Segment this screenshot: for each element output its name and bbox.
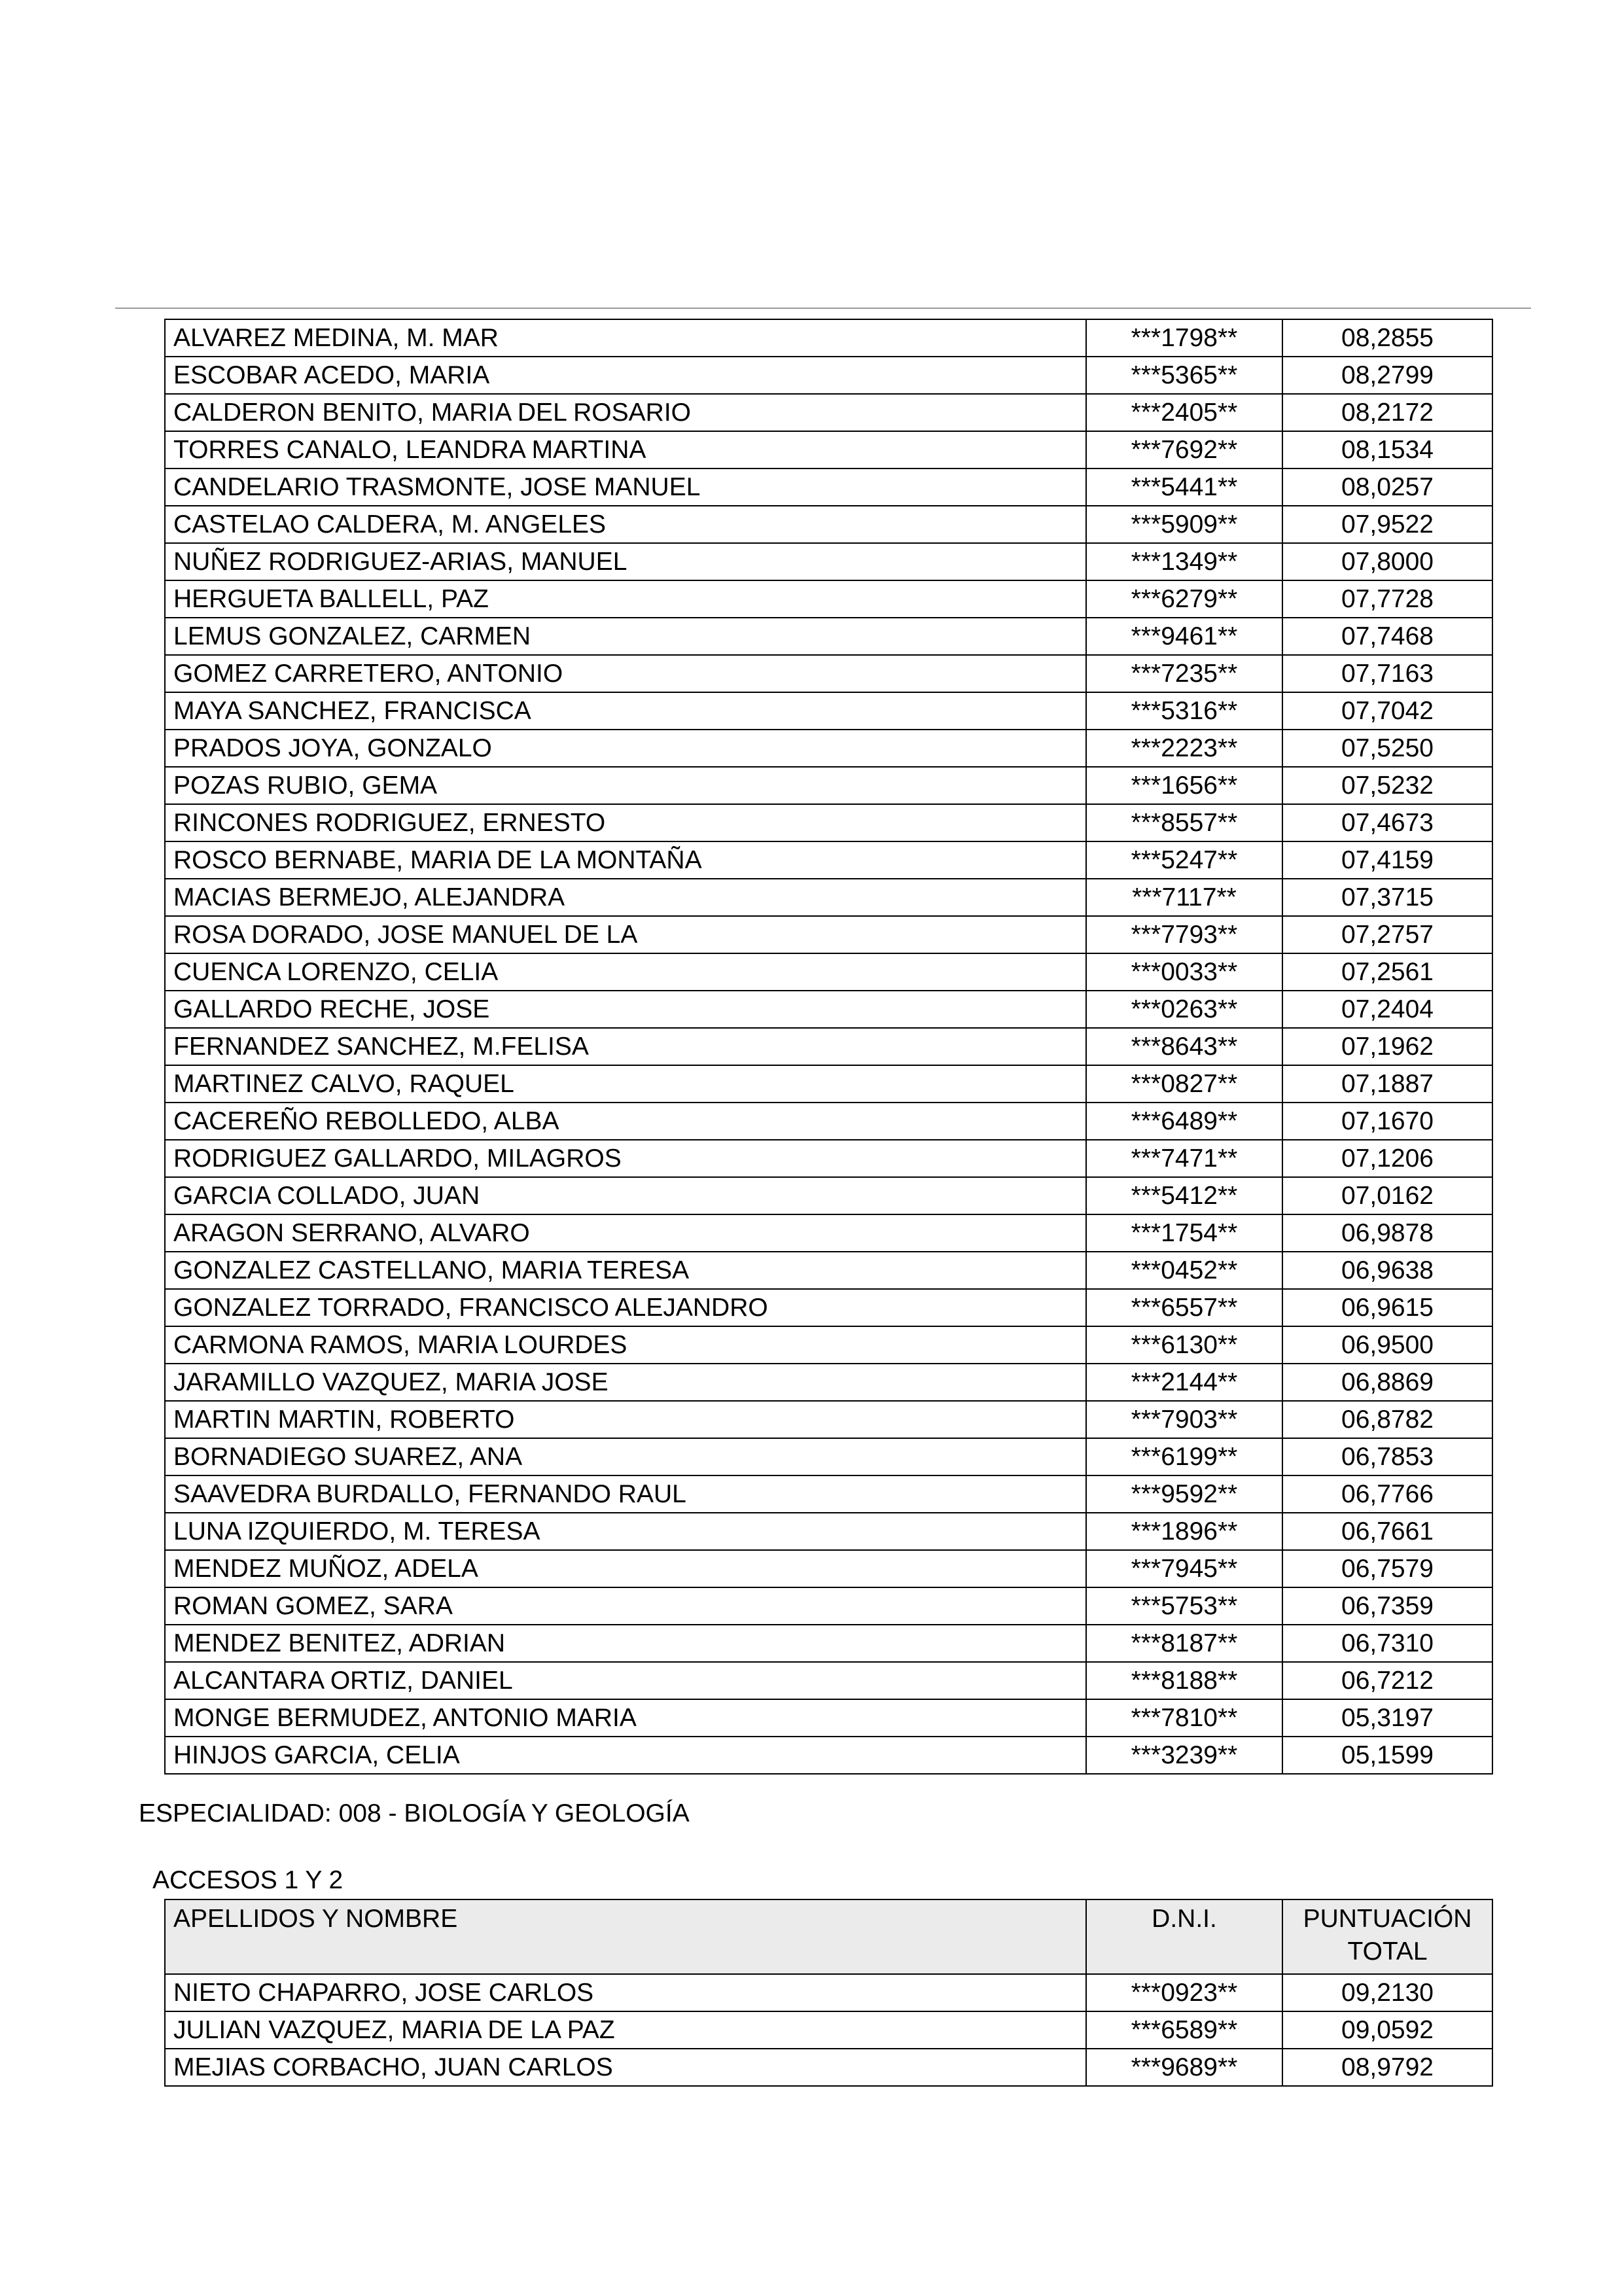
table-row bbox=[165, 804, 1492, 841]
cell-dni: ***5753** bbox=[1086, 1587, 1282, 1625]
cell-score: 07,4673 bbox=[1282, 804, 1492, 841]
cell-dni: ***0827** bbox=[1086, 1065, 1282, 1103]
table-row bbox=[165, 1625, 1492, 1662]
table-row bbox=[165, 1364, 1492, 1401]
cell-name: NIETO CHAPARRO, JOSE CARLOS bbox=[165, 1974, 1086, 2011]
cell-dni: ***5365** bbox=[1086, 357, 1282, 394]
cell-name: ROSA DORADO, JOSE MANUEL DE LA bbox=[165, 916, 1086, 953]
header-dni: D.N.I. bbox=[1086, 1899, 1282, 1974]
cell-score: 08,2172 bbox=[1282, 394, 1492, 431]
table-row bbox=[165, 953, 1492, 991]
header-score: PUNTUACIÓN TOTAL bbox=[1282, 1899, 1492, 1974]
cell-dni: ***2223** bbox=[1086, 730, 1282, 767]
cell-score: 06,7579 bbox=[1282, 1550, 1492, 1587]
table-row bbox=[165, 543, 1492, 580]
cell-score: 08,2799 bbox=[1282, 357, 1492, 394]
cell-score: 06,7310 bbox=[1282, 1625, 1492, 1662]
cell-dni: ***7692** bbox=[1086, 431, 1282, 468]
table-row bbox=[165, 1438, 1492, 1475]
cell-name: GONZALEZ CASTELLANO, MARIA TERESA bbox=[165, 1252, 1086, 1289]
cell-dni: ***2144** bbox=[1086, 1364, 1282, 1401]
table-row bbox=[165, 2011, 1492, 2049]
table-row bbox=[165, 1028, 1492, 1065]
table-row bbox=[165, 1587, 1492, 1625]
subsection-title: ACCESOS 1 Y 2 bbox=[152, 1866, 344, 1894]
table-row bbox=[165, 319, 1492, 357]
cell-name: GALLARDO RECHE, JOSE bbox=[165, 991, 1086, 1028]
table-row bbox=[165, 1065, 1492, 1103]
cell-name: POZAS RUBIO, GEMA bbox=[165, 767, 1086, 804]
header-divider bbox=[115, 308, 1531, 309]
table-row bbox=[165, 1177, 1492, 1214]
cell-score: 08,0257 bbox=[1282, 468, 1492, 506]
cell-dni: ***1349** bbox=[1086, 543, 1282, 580]
cell-name: CARMONA RAMOS, MARIA LOURDES bbox=[165, 1326, 1086, 1364]
cell-dni: ***6279** bbox=[1086, 580, 1282, 618]
cell-dni: ***7793** bbox=[1086, 916, 1282, 953]
table-row bbox=[165, 1513, 1492, 1550]
cell-name: LEMUS GONZALEZ, CARMEN bbox=[165, 618, 1086, 655]
cell-name: MONGE BERMUDEZ, ANTONIO MARIA bbox=[165, 1699, 1086, 1737]
cell-score: 07,7042 bbox=[1282, 692, 1492, 730]
cell-score: 08,2855 bbox=[1282, 319, 1492, 357]
results-table-body bbox=[165, 319, 1492, 1774]
cell-dni: ***0033** bbox=[1086, 953, 1282, 991]
cell-score: 07,1206 bbox=[1282, 1140, 1492, 1177]
cell-name: NUÑEZ RODRIGUEZ-ARIAS, MANUEL bbox=[165, 543, 1086, 580]
table-row bbox=[165, 394, 1492, 431]
cell-name: CUENCA LORENZO, CELIA bbox=[165, 953, 1086, 991]
cell-name: HINJOS GARCIA, CELIA bbox=[165, 1737, 1086, 1774]
cell-score: 07,7728 bbox=[1282, 580, 1492, 618]
cell-dni: ***9592** bbox=[1086, 1475, 1282, 1513]
cell-name: MARTINEZ CALVO, RAQUEL bbox=[165, 1065, 1086, 1103]
cell-score: 05,1599 bbox=[1282, 1737, 1492, 1774]
cell-name: LUNA IZQUIERDO, M. TERESA bbox=[165, 1513, 1086, 1550]
cell-dni: ***5316** bbox=[1086, 692, 1282, 730]
cell-score: 06,7359 bbox=[1282, 1587, 1492, 1625]
table-row bbox=[165, 2049, 1492, 2086]
table-row bbox=[165, 767, 1492, 804]
table-row bbox=[165, 580, 1492, 618]
table-row bbox=[165, 692, 1492, 730]
cell-score: 06,9615 bbox=[1282, 1289, 1492, 1326]
cell-dni: ***6589** bbox=[1086, 2011, 1282, 2049]
table-row bbox=[165, 1326, 1492, 1364]
cell-dni: ***8557** bbox=[1086, 804, 1282, 841]
cell-name: GOMEZ CARRETERO, ANTONIO bbox=[165, 655, 1086, 692]
cell-name: GONZALEZ TORRADO, FRANCISCO ALEJANDRO bbox=[165, 1289, 1086, 1326]
cell-dni: ***1754** bbox=[1086, 1214, 1282, 1252]
cell-score: 07,7468 bbox=[1282, 618, 1492, 655]
results-table-biologia bbox=[164, 1899, 1493, 2087]
cell-dni: ***3239** bbox=[1086, 1737, 1282, 1774]
header-row bbox=[165, 1899, 1492, 1974]
cell-name: MENDEZ BENITEZ, ADRIAN bbox=[165, 1625, 1086, 1662]
cell-score: 06,7766 bbox=[1282, 1475, 1492, 1513]
cell-dni: ***6489** bbox=[1086, 1103, 1282, 1140]
cell-dni: ***7810** bbox=[1086, 1699, 1282, 1737]
cell-dni: ***5909** bbox=[1086, 506, 1282, 543]
cell-name: CANDELARIO TRASMONTE, JOSE MANUEL bbox=[165, 468, 1086, 506]
table-row bbox=[165, 1699, 1492, 1737]
table-row bbox=[165, 1737, 1492, 1774]
cell-dni: ***7945** bbox=[1086, 1550, 1282, 1587]
cell-name: CACEREÑO REBOLLEDO, ALBA bbox=[165, 1103, 1086, 1140]
cell-dni: ***9689** bbox=[1086, 2049, 1282, 2086]
table-row bbox=[165, 1140, 1492, 1177]
cell-score: 06,8782 bbox=[1282, 1401, 1492, 1438]
cell-dni: ***7903** bbox=[1086, 1401, 1282, 1438]
cell-score: 07,1887 bbox=[1282, 1065, 1492, 1103]
cell-score: 07,4159 bbox=[1282, 841, 1492, 879]
cell-score: 05,3197 bbox=[1282, 1699, 1492, 1737]
table-row bbox=[165, 468, 1492, 506]
cell-score: 09,0592 bbox=[1282, 2011, 1492, 2049]
cell-name: MENDEZ MUÑOZ, ADELA bbox=[165, 1550, 1086, 1587]
cell-name: ROSCO BERNABE, MARIA DE LA MONTAÑA bbox=[165, 841, 1086, 879]
table-row bbox=[165, 618, 1492, 655]
table-row bbox=[165, 1214, 1492, 1252]
cell-name: MEJIAS CORBACHO, JUAN CARLOS bbox=[165, 2049, 1086, 2086]
table-row bbox=[165, 1252, 1492, 1289]
table-row bbox=[165, 1103, 1492, 1140]
table-row bbox=[165, 1974, 1492, 2011]
cell-dni: ***7117** bbox=[1086, 879, 1282, 916]
cell-score: 07,5250 bbox=[1282, 730, 1492, 767]
cell-dni: ***1798** bbox=[1086, 319, 1282, 357]
section-title: ESPECIALIDAD: 008 - BIOLOGÍA Y GEOLOGÍA bbox=[139, 1799, 690, 1828]
table-row bbox=[165, 991, 1492, 1028]
cell-name: MAYA SANCHEZ, FRANCISCA bbox=[165, 692, 1086, 730]
cell-score: 07,5232 bbox=[1282, 767, 1492, 804]
cell-dni: ***2405** bbox=[1086, 394, 1282, 431]
cell-name: CASTELAO CALDERA, M. ANGELES bbox=[165, 506, 1086, 543]
cell-dni: ***1896** bbox=[1086, 1513, 1282, 1550]
cell-name: ESCOBAR ACEDO, MARIA bbox=[165, 357, 1086, 394]
cell-dni: ***8188** bbox=[1086, 1662, 1282, 1699]
results-table-body bbox=[165, 1974, 1492, 2086]
cell-score: 06,7212 bbox=[1282, 1662, 1492, 1699]
cell-name: RODRIGUEZ GALLARDO, MILAGROS bbox=[165, 1140, 1086, 1177]
cell-name: FERNANDEZ SANCHEZ, M.FELISA bbox=[165, 1028, 1086, 1065]
results-table bbox=[164, 319, 1493, 1775]
cell-score: 07,1670 bbox=[1282, 1103, 1492, 1140]
cell-dni: ***6130** bbox=[1086, 1326, 1282, 1364]
cell-dni: ***7235** bbox=[1086, 655, 1282, 692]
table-header bbox=[165, 1899, 1492, 1974]
cell-dni: ***5441** bbox=[1086, 468, 1282, 506]
table-row bbox=[165, 879, 1492, 916]
cell-name: PRADOS JOYA, GONZALO bbox=[165, 730, 1086, 767]
cell-name: JULIAN VAZQUEZ, MARIA DE LA PAZ bbox=[165, 2011, 1086, 2049]
cell-score: 07,3715 bbox=[1282, 879, 1492, 916]
cell-dni: ***7471** bbox=[1086, 1140, 1282, 1177]
cell-name: CALDERON BENITO, MARIA DEL ROSARIO bbox=[165, 394, 1086, 431]
table-row bbox=[165, 916, 1492, 953]
cell-score: 07,2757 bbox=[1282, 916, 1492, 953]
cell-name: RINCONES RODRIGUEZ, ERNESTO bbox=[165, 804, 1086, 841]
cell-dni: ***9461** bbox=[1086, 618, 1282, 655]
cell-score: 08,1534 bbox=[1282, 431, 1492, 468]
table-row bbox=[165, 506, 1492, 543]
cell-score: 07,9522 bbox=[1282, 506, 1492, 543]
cell-name: JARAMILLO VAZQUEZ, MARIA JOSE bbox=[165, 1364, 1086, 1401]
cell-dni: ***0263** bbox=[1086, 991, 1282, 1028]
table-row bbox=[165, 357, 1492, 394]
table-row bbox=[165, 1289, 1492, 1326]
table-row bbox=[165, 1475, 1492, 1513]
table-row bbox=[165, 1662, 1492, 1699]
cell-name: ALCANTARA ORTIZ, DANIEL bbox=[165, 1662, 1086, 1699]
cell-dni: ***6199** bbox=[1086, 1438, 1282, 1475]
cell-name: SAAVEDRA BURDALLO, FERNANDO RAUL bbox=[165, 1475, 1086, 1513]
cell-score: 07,0162 bbox=[1282, 1177, 1492, 1214]
cell-dni: ***0452** bbox=[1086, 1252, 1282, 1289]
table-row bbox=[165, 841, 1492, 879]
cell-score: 06,9878 bbox=[1282, 1214, 1492, 1252]
table-row bbox=[165, 1401, 1492, 1438]
cell-dni: ***8187** bbox=[1086, 1625, 1282, 1662]
cell-name: TORRES CANALO, LEANDRA MARTINA bbox=[165, 431, 1086, 468]
cell-dni: ***0923** bbox=[1086, 1974, 1282, 2011]
table-row bbox=[165, 1550, 1492, 1587]
cell-score: 08,9792 bbox=[1282, 2049, 1492, 2086]
cell-score: 06,9638 bbox=[1282, 1252, 1492, 1289]
cell-score: 07,8000 bbox=[1282, 543, 1492, 580]
cell-name: HERGUETA BALLELL, PAZ bbox=[165, 580, 1086, 618]
cell-score: 09,2130 bbox=[1282, 1974, 1492, 2011]
header-name: APELLIDOS Y NOMBRE bbox=[165, 1899, 1086, 1974]
cell-score: 07,2404 bbox=[1282, 991, 1492, 1028]
cell-name: GARCIA COLLADO, JUAN bbox=[165, 1177, 1086, 1214]
cell-score: 06,7853 bbox=[1282, 1438, 1492, 1475]
cell-score: 06,9500 bbox=[1282, 1326, 1492, 1364]
cell-dni: ***5247** bbox=[1086, 841, 1282, 879]
cell-dni: ***8643** bbox=[1086, 1028, 1282, 1065]
cell-name: ALVAREZ MEDINA, M. MAR bbox=[165, 319, 1086, 357]
cell-dni: ***1656** bbox=[1086, 767, 1282, 804]
cell-dni: ***5412** bbox=[1086, 1177, 1282, 1214]
cell-score: 07,7163 bbox=[1282, 655, 1492, 692]
cell-score: 06,7661 bbox=[1282, 1513, 1492, 1550]
cell-name: MARTIN MARTIN, ROBERTO bbox=[165, 1401, 1086, 1438]
table-row bbox=[165, 655, 1492, 692]
cell-dni: ***6557** bbox=[1086, 1289, 1282, 1326]
cell-name: MACIAS BERMEJO, ALEJANDRA bbox=[165, 879, 1086, 916]
cell-name: BORNADIEGO SUAREZ, ANA bbox=[165, 1438, 1086, 1475]
cell-name: ROMAN GOMEZ, SARA bbox=[165, 1587, 1086, 1625]
cell-name: ARAGON SERRANO, ALVARO bbox=[165, 1214, 1086, 1252]
cell-score: 07,1962 bbox=[1282, 1028, 1492, 1065]
cell-score: 06,8869 bbox=[1282, 1364, 1492, 1401]
cell-score: 07,2561 bbox=[1282, 953, 1492, 991]
table-row bbox=[165, 431, 1492, 468]
table-row bbox=[165, 730, 1492, 767]
